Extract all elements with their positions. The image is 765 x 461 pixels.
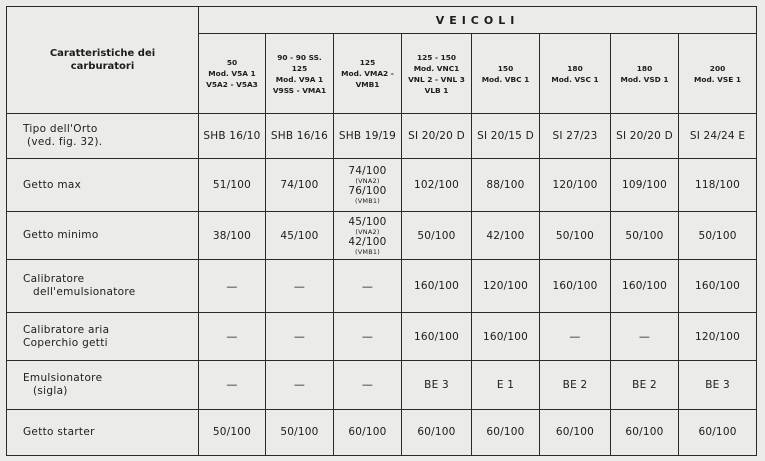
table-cell bbox=[679, 312, 757, 360]
cell-value: SHB 19/19 bbox=[338, 130, 397, 143]
table-cell bbox=[199, 211, 266, 259]
cell-value: — bbox=[293, 378, 306, 392]
row-label bbox=[7, 409, 199, 455]
row-label bbox=[7, 159, 199, 212]
vehicle-header-line: Mod. VBC 1 bbox=[481, 74, 530, 84]
vehicle-header-line: 50 bbox=[226, 58, 238, 67]
cell-value: — bbox=[361, 378, 374, 392]
table-cell bbox=[679, 361, 757, 409]
cell-value: 76/100 bbox=[348, 185, 387, 198]
corner-header bbox=[7, 7, 199, 114]
table-cell bbox=[199, 159, 266, 212]
cell-value: 60/100 bbox=[698, 426, 737, 439]
cell-value: 74/100 bbox=[348, 165, 387, 178]
cell-value: — bbox=[361, 279, 374, 293]
vehicles-group-header: VEICOLI bbox=[199, 7, 757, 34]
table-cell bbox=[611, 114, 679, 159]
cell-value: — bbox=[226, 378, 238, 392]
cell-value: 160/100 bbox=[552, 280, 598, 293]
cell-value: — bbox=[361, 330, 374, 344]
table-cell bbox=[334, 211, 402, 259]
cell-value: BE 2 bbox=[562, 378, 588, 391]
table-cell bbox=[679, 211, 757, 259]
cell-value: 50/100 bbox=[212, 426, 252, 439]
table-cell bbox=[540, 260, 611, 313]
vehicle-header-line: VNL 2 - VNL 3 bbox=[408, 74, 465, 84]
table-cell bbox=[540, 159, 611, 212]
table-cell bbox=[266, 312, 334, 360]
table-cell bbox=[472, 211, 540, 259]
vehicle-header-line: Mod. VSC 1 bbox=[551, 74, 599, 84]
cell-value: 42/100 bbox=[486, 229, 525, 242]
vehicle-header-line: Mod. V5A 1 bbox=[208, 69, 256, 78]
row-label-line: (sigla) bbox=[33, 384, 68, 397]
vehicle-header-line: V5A2 - V5A3 bbox=[206, 80, 258, 89]
cell-value: — bbox=[569, 330, 581, 344]
cell-value: 60/100 bbox=[555, 426, 595, 439]
table-cell bbox=[266, 361, 334, 409]
table-cell bbox=[611, 312, 679, 360]
table-cell bbox=[540, 361, 611, 409]
table-cell bbox=[402, 114, 472, 159]
table-cell bbox=[611, 159, 679, 212]
cell-value: BE 2 bbox=[632, 378, 657, 391]
cell-value: BE 3 bbox=[705, 378, 730, 391]
table-row bbox=[7, 211, 757, 259]
cell-value: 120/100 bbox=[482, 280, 529, 293]
cell-value: BE 3 bbox=[424, 378, 449, 391]
row-label-line: Getto minimo bbox=[23, 229, 99, 242]
table-row bbox=[7, 361, 757, 409]
cell-value: — bbox=[638, 330, 651, 344]
cell-value: — bbox=[226, 279, 238, 293]
vehicle-header-line: 150 bbox=[497, 63, 514, 73]
vehicle-header-line: Mod. V9A 1 bbox=[275, 74, 324, 84]
vehicle-header-line: 125 bbox=[291, 63, 308, 73]
table-row bbox=[7, 312, 757, 360]
row-label-line: Calibratore aria bbox=[23, 323, 110, 336]
cell-value: 60/100 bbox=[348, 426, 387, 439]
table-cell bbox=[334, 409, 402, 455]
cell-value: — bbox=[293, 330, 306, 344]
table-cell bbox=[334, 159, 402, 212]
cell-value: 160/100 bbox=[621, 280, 668, 293]
table-cell bbox=[199, 260, 266, 313]
table-cell bbox=[611, 409, 679, 455]
row-label-line: Emulsionatore bbox=[23, 371, 103, 384]
row-label-line: Getto starter bbox=[23, 425, 95, 438]
cell-value: SI 20/15 D bbox=[477, 130, 534, 143]
cell-value: 50/100 bbox=[698, 229, 737, 242]
row-label bbox=[7, 361, 199, 409]
row-label bbox=[7, 312, 199, 360]
cell-value: 45/100 bbox=[280, 229, 319, 242]
row-label-line: Coperchio getti bbox=[23, 336, 108, 349]
table-cell bbox=[199, 114, 266, 159]
table-cell bbox=[540, 409, 611, 455]
table-row bbox=[7, 260, 757, 313]
row-label-line: Tipo dell'Orto bbox=[23, 123, 98, 136]
cell-value: 50/100 bbox=[280, 426, 319, 439]
table-cell bbox=[402, 159, 472, 212]
vehicle-header-line: VLB 1 bbox=[424, 85, 449, 95]
vehicle-header-line: 180 bbox=[636, 63, 653, 73]
cell-value: 60/100 bbox=[486, 426, 525, 439]
cell-value: 60/100 bbox=[417, 426, 456, 439]
table-cell bbox=[402, 260, 472, 313]
table-cell bbox=[679, 159, 757, 212]
cell-variant-note: (VMB1) bbox=[355, 197, 380, 206]
cell-value: 160/100 bbox=[482, 330, 529, 343]
cell-value: 45/100 bbox=[348, 215, 387, 228]
table-cell bbox=[472, 260, 540, 313]
table-body bbox=[7, 114, 757, 456]
vehicle-header-line: V9SS - VMA1 bbox=[272, 85, 327, 95]
table-cell bbox=[611, 211, 679, 259]
table-row bbox=[7, 409, 757, 455]
table-cell bbox=[334, 361, 402, 409]
cell-value: 160/100 bbox=[695, 280, 741, 293]
cell-variant-note: (VMB1) bbox=[355, 247, 380, 256]
row-label bbox=[7, 260, 199, 313]
carburetor-table bbox=[6, 6, 757, 456]
cell-value: 50/100 bbox=[417, 229, 456, 242]
row-label-line: dell'emulsionatore bbox=[33, 286, 136, 299]
cell-value: 38/100 bbox=[212, 229, 252, 242]
vehicle-header-2 bbox=[266, 34, 334, 114]
cell-value: 160/100 bbox=[413, 280, 460, 293]
table-cell bbox=[334, 114, 402, 159]
vehicle-header-line: VMB1 bbox=[355, 80, 380, 89]
table-cell bbox=[540, 211, 611, 259]
table-cell bbox=[540, 114, 611, 159]
cell-variant-note: (VNA2) bbox=[355, 227, 380, 236]
table-cell bbox=[611, 361, 679, 409]
cell-variant-note: (VNA2) bbox=[355, 177, 380, 186]
cell-value: — bbox=[293, 279, 306, 293]
vehicle-header-3 bbox=[334, 34, 402, 114]
table-cell bbox=[472, 361, 540, 409]
corner-label-line1: Caratteristiche dei bbox=[49, 48, 156, 59]
corner-label-line2: carburatori bbox=[70, 61, 135, 72]
table-cell bbox=[402, 211, 472, 259]
table-row bbox=[7, 159, 757, 212]
table-cell bbox=[334, 260, 402, 313]
cell-value: 60/100 bbox=[625, 426, 664, 439]
table-cell bbox=[679, 114, 757, 159]
row-label-line: (ved. fig. 32). bbox=[27, 136, 103, 149]
table-cell bbox=[266, 159, 334, 212]
table-cell bbox=[266, 260, 334, 313]
table-cell bbox=[540, 312, 611, 360]
vehicle-header-4 bbox=[402, 34, 472, 114]
table-cell bbox=[266, 114, 334, 159]
cell-value: — bbox=[226, 330, 238, 344]
table-cell bbox=[266, 211, 334, 259]
cell-value: SI 20/20 D bbox=[616, 130, 673, 143]
cell-value: 102/100 bbox=[413, 179, 460, 192]
cell-value: SI 27/23 bbox=[552, 130, 598, 143]
vehicle-header-line: Mod. VSE 1 bbox=[694, 74, 741, 84]
table-cell bbox=[472, 159, 540, 212]
row-label-line: Calibratore bbox=[23, 273, 85, 286]
cell-value: SHB 16/16 bbox=[270, 130, 329, 143]
table-cell bbox=[199, 312, 266, 360]
table-cell bbox=[199, 409, 266, 455]
cell-value: 42/100 bbox=[348, 235, 387, 248]
vehicle-header-line: 90 - 90 SS. bbox=[277, 52, 322, 62]
row-label bbox=[7, 211, 199, 259]
table-cell bbox=[334, 312, 402, 360]
table-cell bbox=[266, 409, 334, 455]
cell-value: 74/100 bbox=[280, 179, 319, 192]
table-row bbox=[7, 114, 757, 159]
vehicle-header-5 bbox=[472, 34, 540, 114]
cell-value: SI 20/20 D bbox=[408, 130, 465, 143]
vehicle-header-line: 125 - 150 bbox=[416, 52, 457, 62]
vehicle-header-8 bbox=[679, 34, 757, 114]
table-cell bbox=[679, 260, 757, 313]
cell-value: SHB 16/10 bbox=[203, 130, 261, 143]
row-label-line: Getto max bbox=[23, 178, 82, 191]
vehicle-header-line: 125 bbox=[359, 58, 376, 67]
cell-value: SI 24/24 E bbox=[689, 130, 746, 143]
vehicle-header-line: 200 bbox=[709, 63, 726, 73]
vehicle-header-line: 180 bbox=[567, 63, 583, 73]
table-cell bbox=[679, 409, 757, 455]
cell-value: 160/100 bbox=[413, 330, 460, 343]
cell-value: 88/100 bbox=[486, 179, 525, 192]
vehicle-header-7 bbox=[611, 34, 679, 114]
cell-value: 120/100 bbox=[552, 179, 598, 192]
table-cell bbox=[472, 409, 540, 455]
vehicle-header-6 bbox=[540, 34, 611, 114]
header-row-group bbox=[7, 7, 757, 34]
cell-value: 50/100 bbox=[625, 229, 664, 242]
cell-value: 120/100 bbox=[695, 330, 741, 343]
vehicle-header-line: Mod. VMA2 - bbox=[341, 69, 394, 78]
table-cell bbox=[611, 260, 679, 313]
table-cell bbox=[199, 361, 266, 409]
table-cell bbox=[402, 312, 472, 360]
cell-value: 118/100 bbox=[695, 179, 741, 192]
cell-value: 51/100 bbox=[212, 179, 252, 192]
vehicle-header-line: Mod. VNC1 bbox=[413, 63, 460, 73]
cell-value: 50/100 bbox=[555, 229, 595, 242]
table-cell bbox=[402, 361, 472, 409]
table-cell bbox=[472, 114, 540, 159]
vehicle-header-line: Mod. VSD 1 bbox=[620, 74, 669, 84]
cell-value: E 1 bbox=[496, 378, 515, 391]
vehicle-header-1 bbox=[199, 34, 266, 114]
table-cell bbox=[402, 409, 472, 455]
table-cell bbox=[472, 312, 540, 360]
row-label bbox=[7, 114, 199, 159]
cell-value: 109/100 bbox=[621, 179, 668, 192]
